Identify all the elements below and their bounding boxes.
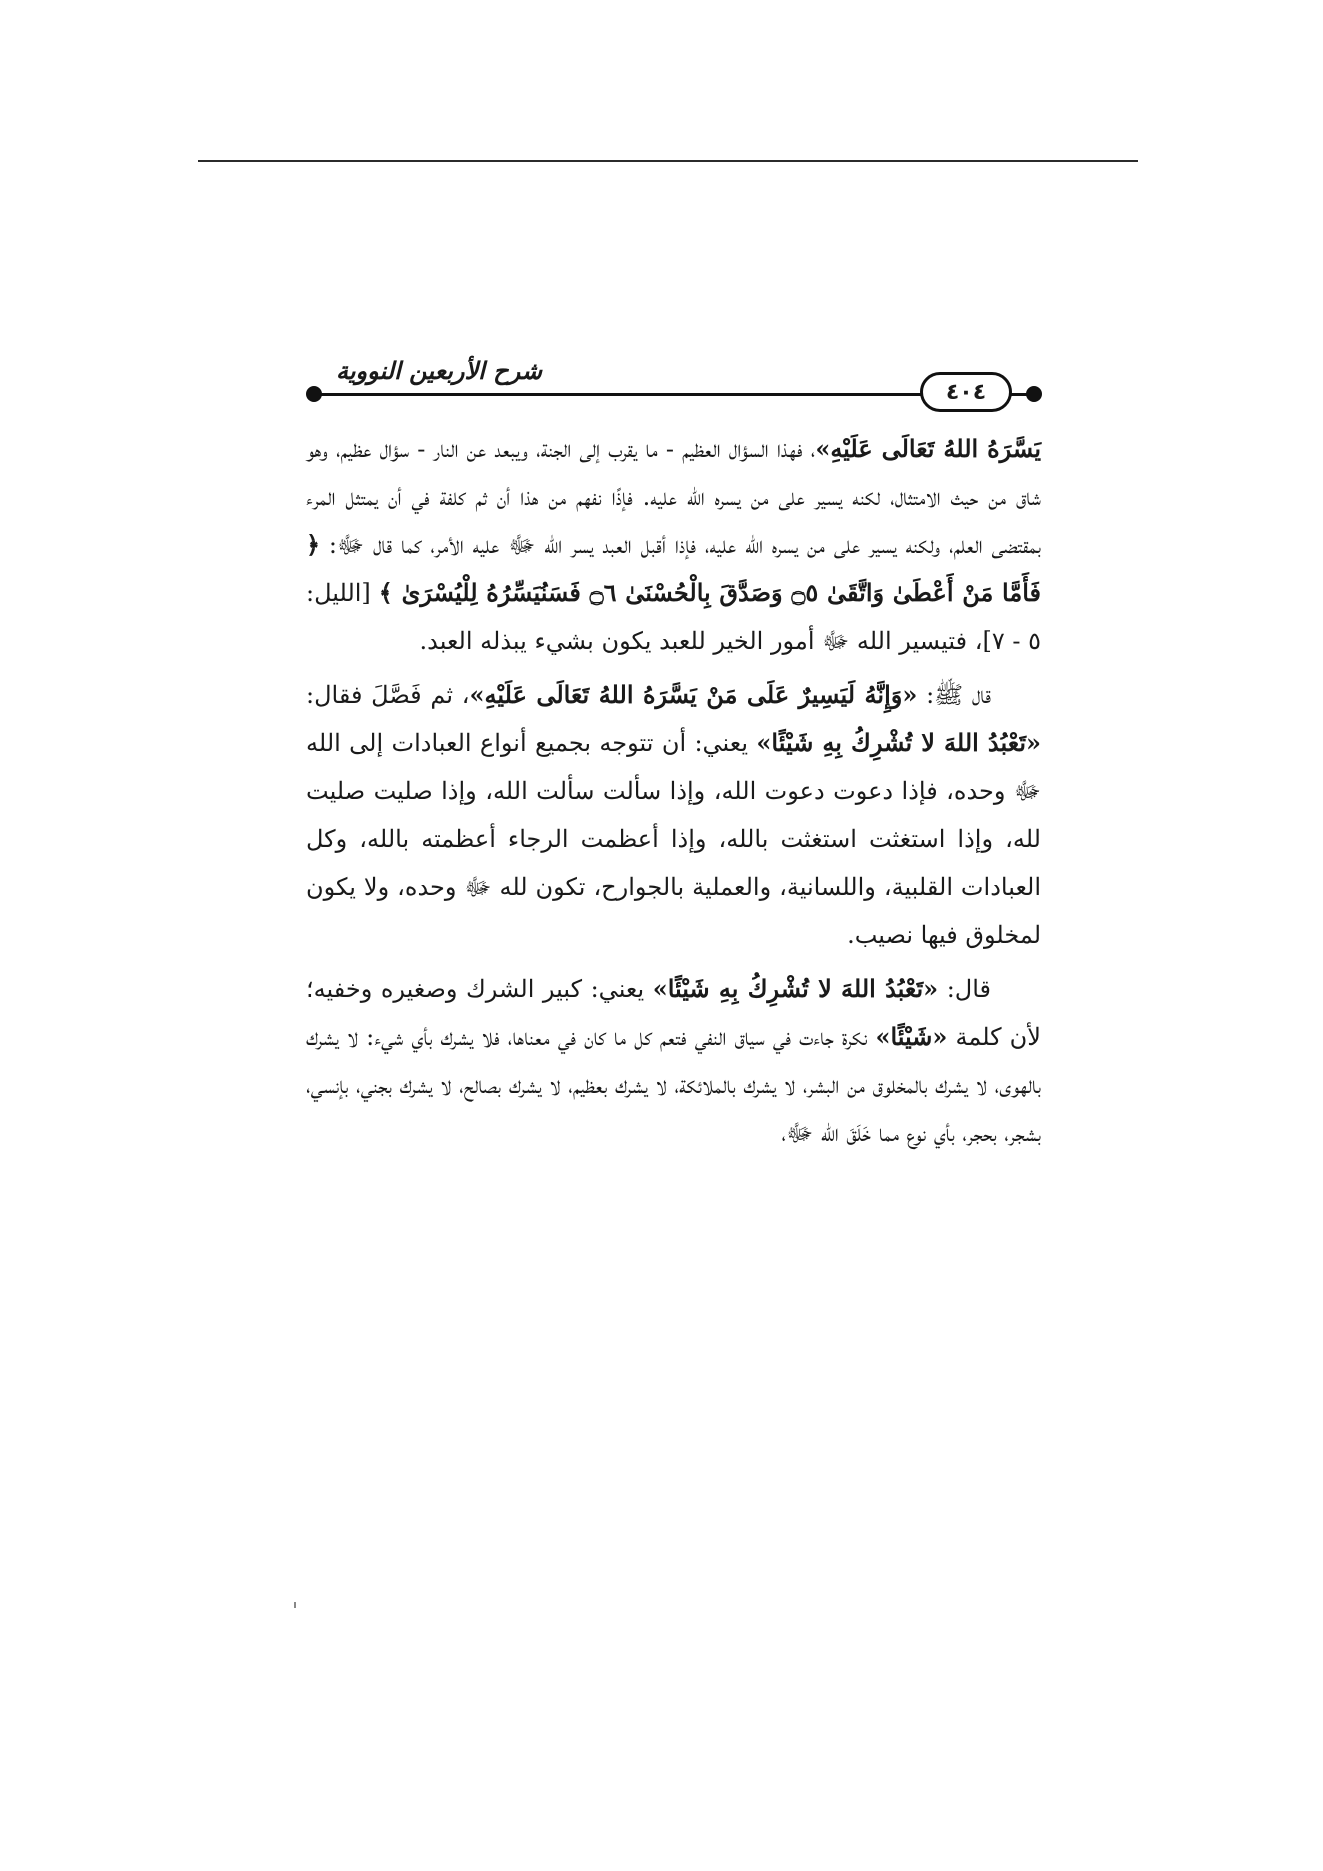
quoted-text: «تَعْبُدُ اللهَ لا تُشْرِكُ بِهِ شَيْئًا»: [756, 728, 1041, 757]
book-title: شرح الأربعين النووية: [326, 356, 552, 385]
body-text: [الليل: ٥ - ٧]، فتيسير الله ﷻ أمور الخير للعبد يكون بشيء يبذله العبد.: [306, 579, 1041, 655]
running-header: [306, 356, 1042, 422]
quoted-text: «وَإِنَّهُ لَيَسِيرٌ عَلَى مَنْ يَسَّرَهُ اللهُ تَعَالَى عَلَيْهِ»: [469, 680, 918, 709]
quoted-text: «شَيْئًا»: [875, 1022, 948, 1051]
body-text: نكرة جاءت في سياق النفي فتعم كل ما كان في معناها، فلا يشرك بأي شيء: لا يشرك بالهوى، لا يشرك بالمخلوق من البشر، لا يشرك بالملائكة، لا يشرك بعظيم، لا يشرك بصالح، لا يشرك بجني، بإنسي، بشجر، بحجر، بأي نوع مما خَلَقَ الله ﷻ،: [306, 1023, 1041, 1147]
quoted-text: ﴿ فَأَمَّا مَنْ أَعْطَىٰ وَاتَّقَىٰ ۝٥ وَصَدَّقَ بِالْحُسْنَىٰ ۝٦ فَسَنُيَسِّرُهُ لِلْيُسْرَىٰ ﴾: [306, 530, 1042, 607]
body-text: يعني: أن تتوجه بجميع أنواع العبادات إلى الله ﷻ وحده، فإذا دعوت دعوت الله، وإذا سألت سألت الله، وإذا صليت صليت لله، وإذا استغثت استغثت بالله، وإذا أعظمت الرجاء أعظمته بالله، وكل العبادات القلبية، واللسانية، والعملية بالجوارح، تكون لله ﷻ وحده، ولا يكون لمخلوق فيها نصيب.: [306, 729, 1041, 949]
stray-mark: [294, 1602, 296, 1608]
body-text: قال:: [938, 975, 992, 1003]
quoted-text: «تَعْبُدُ اللهَ لا تُشْرِكُ بِهِ شَيْئًا»: [652, 974, 939, 1003]
header-ornament-dot-right: [1026, 386, 1042, 402]
page-body: [306, 425, 1041, 1535]
paragraph-1: [306, 425, 1041, 665]
quoted-text: يَسَّرَهُ اللهُ تَعَالَى عَلَيْهِ»: [815, 434, 1041, 463]
paragraph-2: [306, 671, 1041, 959]
paragraph-3: [306, 965, 1041, 1157]
page-number: ٤٠٤: [920, 372, 1012, 412]
body-text: يعني: كبير الشرك وصغيره وخفيه؛ لأن كلمة: [306, 975, 1041, 1051]
body-text: ، ثم فَصَّلَ فقال:: [306, 681, 470, 709]
body-text: ، فهذا السؤال العظيم - ما يقرب إلى الجنة، ويبعد عن النار - سؤال عظيم، وهو شاق من حيث الامتثال، لكنه يسير على من يسره الله عليه. فإذًا نفهم من هذا أن ثم كلفة في أن يمتثل المرء بمقتضى العلم، ولكنه يسير على من يسره الله عليه، فإذا أقبل العبد يسر الله ﷻ عليه الأمر، كما قال ﷻ:: [306, 435, 1041, 559]
header-ornament-dot-left: [306, 386, 322, 402]
body-text: قال ﷺ:: [917, 681, 991, 709]
top-rule: [198, 160, 1138, 162]
